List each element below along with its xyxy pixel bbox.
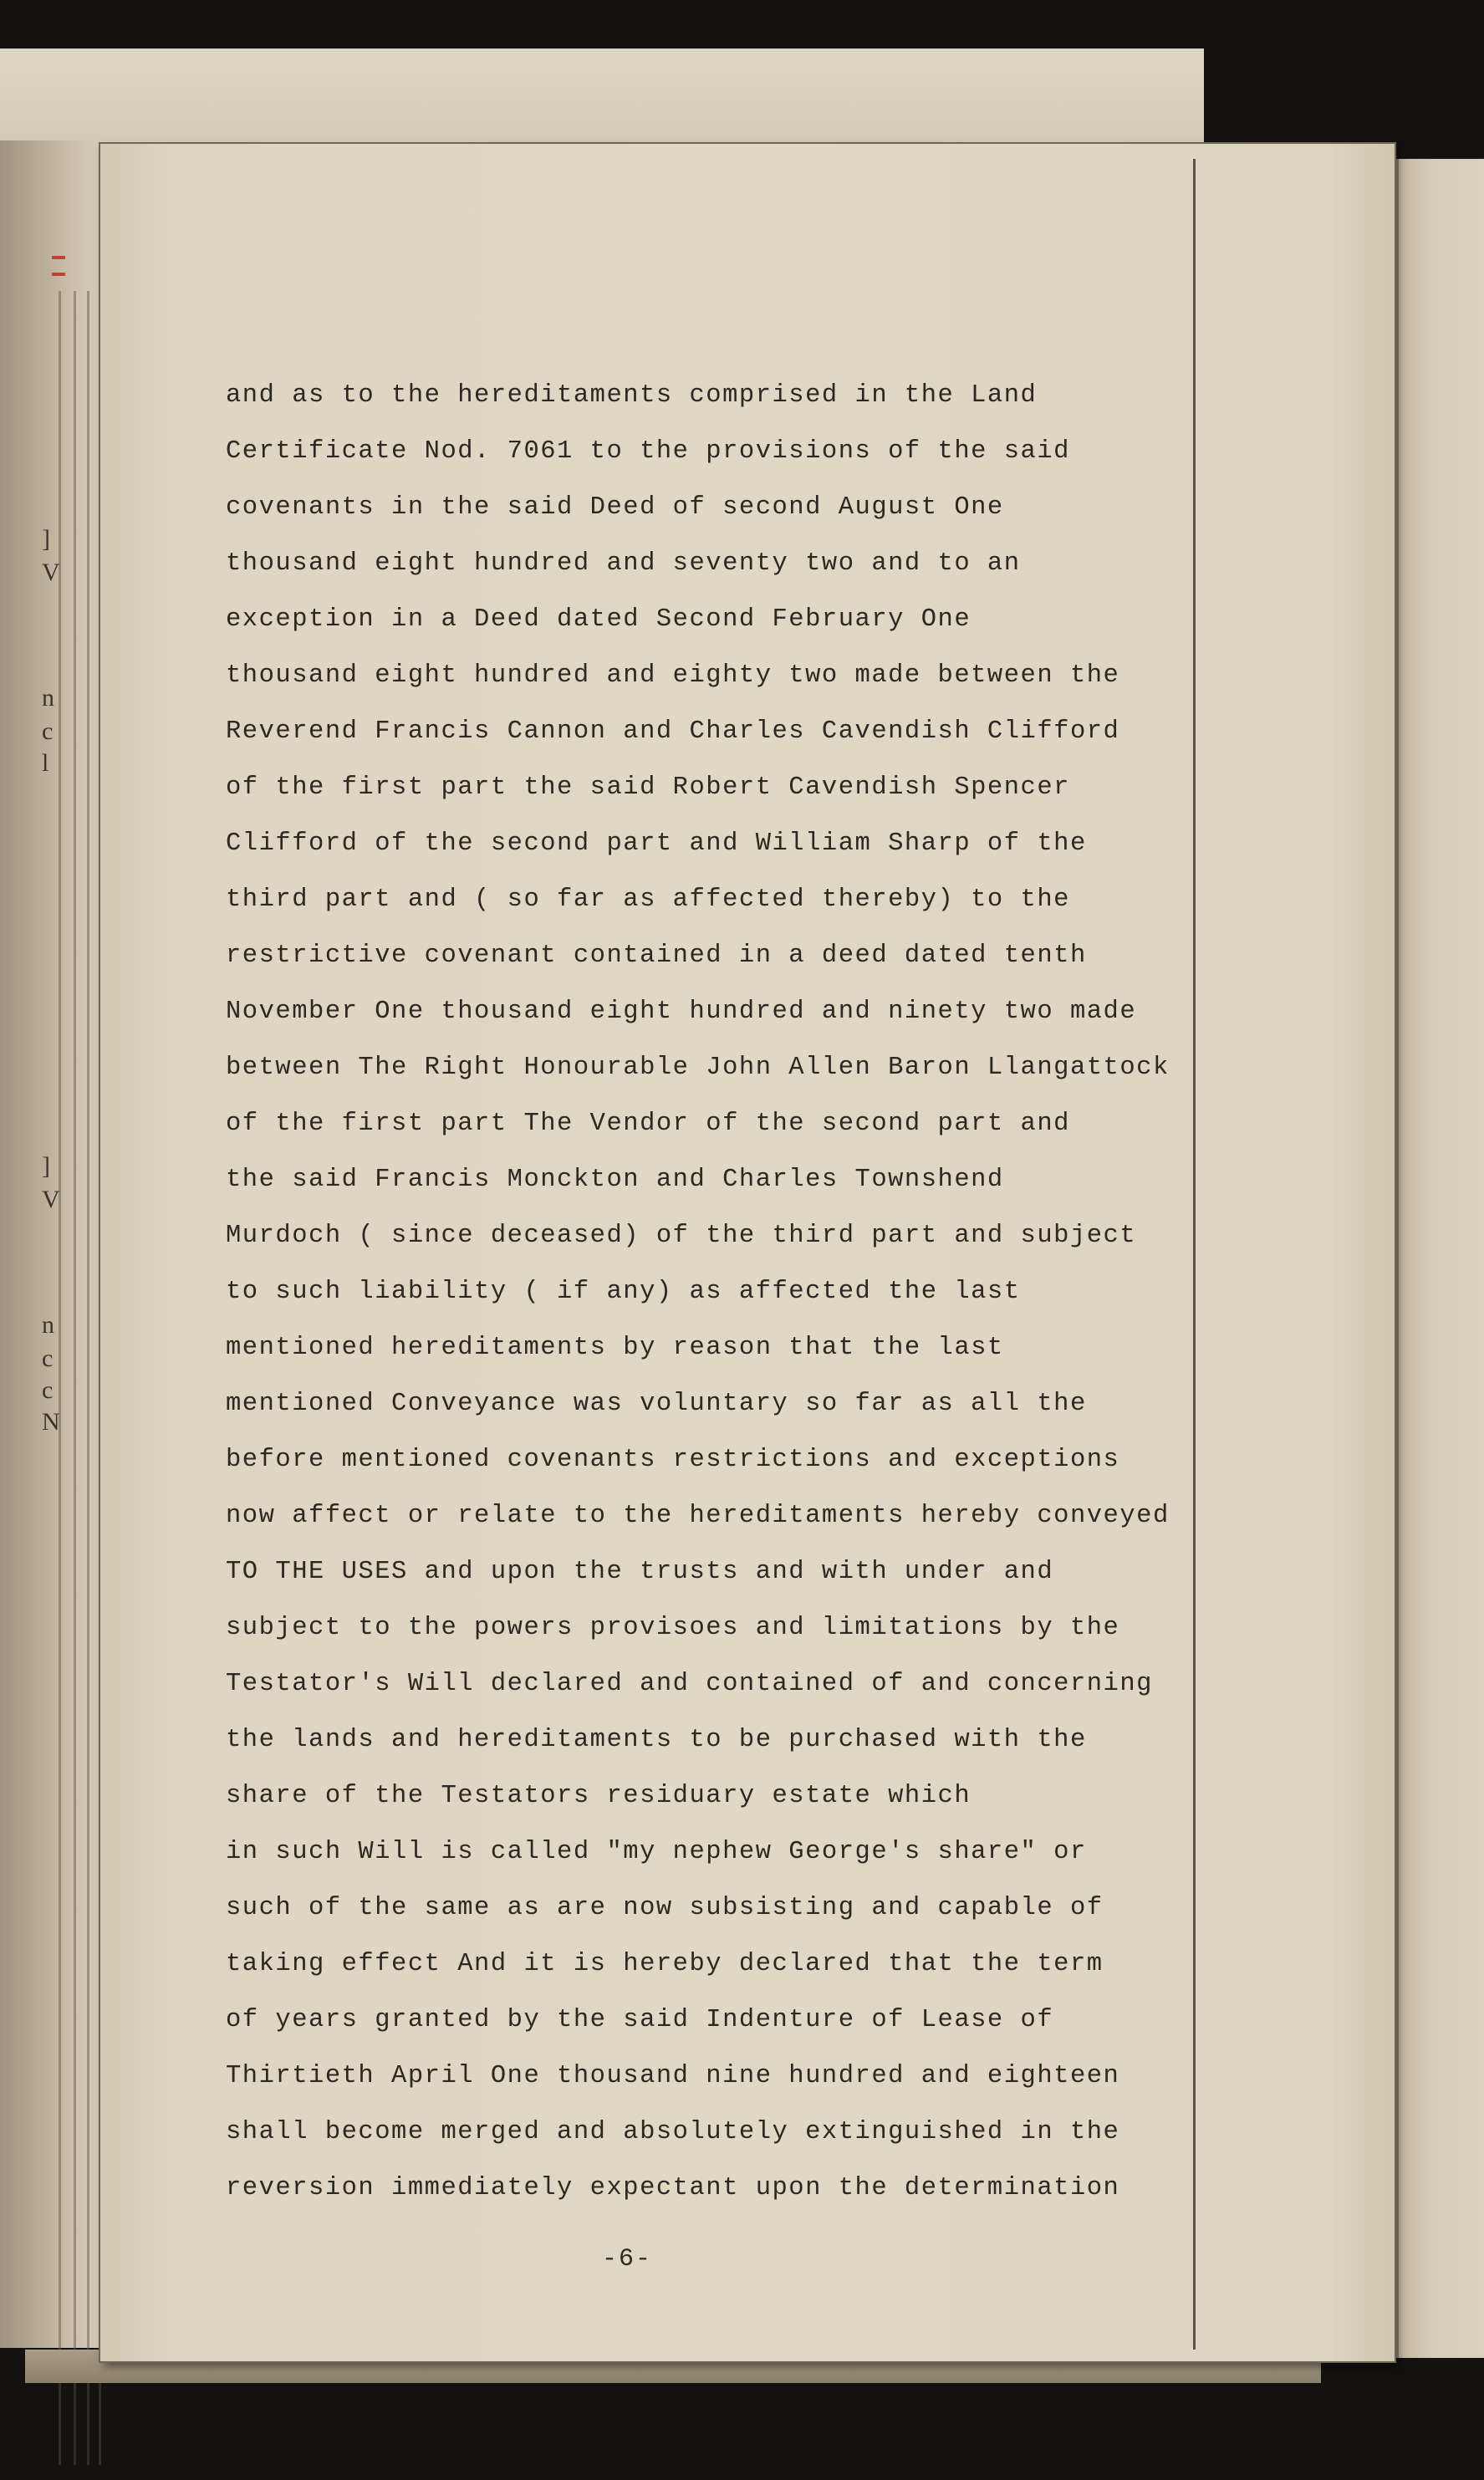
text-line: thousand eight hundred and seventy two and to an [226, 549, 1021, 578]
text-line: between The Right Honourable John Allen Baron Llangattock [226, 1054, 1170, 1082]
typed-text-body [226, 368, 1204, 2217]
text-line: now affect or relate to the hereditaments hereby conveyed [226, 1502, 1170, 1530]
left-page-fragment: n [42, 1311, 54, 1339]
text-line: Thirtieth April One thousand nine hundred and eighteen [226, 2062, 1120, 2090]
text-line: Testator's Will declared and contained of and concerning [226, 1670, 1153, 1698]
text-line: Murdoch ( since deceased) of the third part and subject [226, 1222, 1137, 1250]
left-page-fragment: c [42, 717, 54, 745]
left-page-fragment: l [42, 749, 49, 777]
text-line: before mentioned covenants restrictions and exceptions [226, 1446, 1120, 1474]
page-edge-line [59, 291, 61, 2465]
text-line: restrictive covenant contained in a deed dated tenth [226, 941, 1087, 970]
text-line: third part and ( so far as affected thereby) to the [226, 885, 1070, 914]
text-line: November One thousand eight hundred and ninety two made [226, 998, 1137, 1026]
text-line: the said Francis Monckton and Charles Townshend [226, 1166, 1004, 1194]
text-line: Certificate Nod. 7061 to the provisions of the said [226, 437, 1070, 466]
left-page-fragment: ] [42, 1152, 50, 1180]
text-line: in such Will is called "my nephew George's share" or [226, 1838, 1087, 1866]
text-line: exception in a Deed dated Second February One [226, 605, 971, 634]
text-line: thousand eight hundred and eighty two made between the [226, 661, 1120, 690]
text-line: of the first part The Vendor of the second part and [226, 1110, 1070, 1138]
top-paper-sheet [0, 48, 1204, 145]
page-edge-line [87, 291, 89, 2465]
left-page-fragment: ] [42, 525, 50, 553]
page-edge-line [74, 291, 76, 2465]
right-page-edge [1396, 159, 1484, 2358]
text-line: Reverend Francis Cannon and Charles Cavendish Clifford [226, 717, 1120, 746]
left-page-fragment: V [42, 1186, 60, 1213]
text-line: the lands and hereditaments to be purchased with the [226, 1726, 1087, 1754]
left-page-fragment: c [42, 1376, 54, 1404]
text-line: such of the same as are now subsisting and capable of [226, 1894, 1104, 1922]
red-margin-mark [52, 256, 65, 259]
text-line: to such liability ( if any) as affected the last [226, 1278, 1021, 1306]
text-line: mentioned Conveyance was voluntary so far as all the [226, 1390, 1087, 1418]
text-line: Clifford of the second part and William Sharp of the [226, 829, 1087, 858]
left-page-fragment: c [42, 1345, 54, 1372]
text-line: reversion immediately expectant upon the determination [226, 2174, 1120, 2202]
text-line: shall become merged and absolutely extinguished in the [226, 2118, 1120, 2146]
left-page-fragment: N [42, 1408, 60, 1436]
text-line: of the first part the said Robert Cavendish Spencer [226, 773, 1070, 802]
text-line: and as to the hereditaments comprised in the Land [226, 381, 1038, 410]
text-line: of years granted by the said Indenture of Lease of [226, 2006, 1054, 2034]
page-number: -6- [602, 2245, 653, 2273]
text-line: taking effect And it is hereby declared that the term [226, 1950, 1104, 1978]
text-line: share of the Testators residuary estate which [226, 1782, 971, 1810]
left-page-fragment: n [42, 684, 54, 712]
text-line: TO THE USES and upon the trusts and with under and [226, 1558, 1054, 1586]
text-line: subject to the powers provisoes and limitations by the [226, 1614, 1120, 1642]
text-line: mentioned hereditaments by reason that the last [226, 1334, 1004, 1362]
red-margin-mark [52, 273, 65, 276]
left-page-fragment: V [42, 559, 60, 586]
text-line: covenants in the said Deed of second August One [226, 493, 1004, 522]
